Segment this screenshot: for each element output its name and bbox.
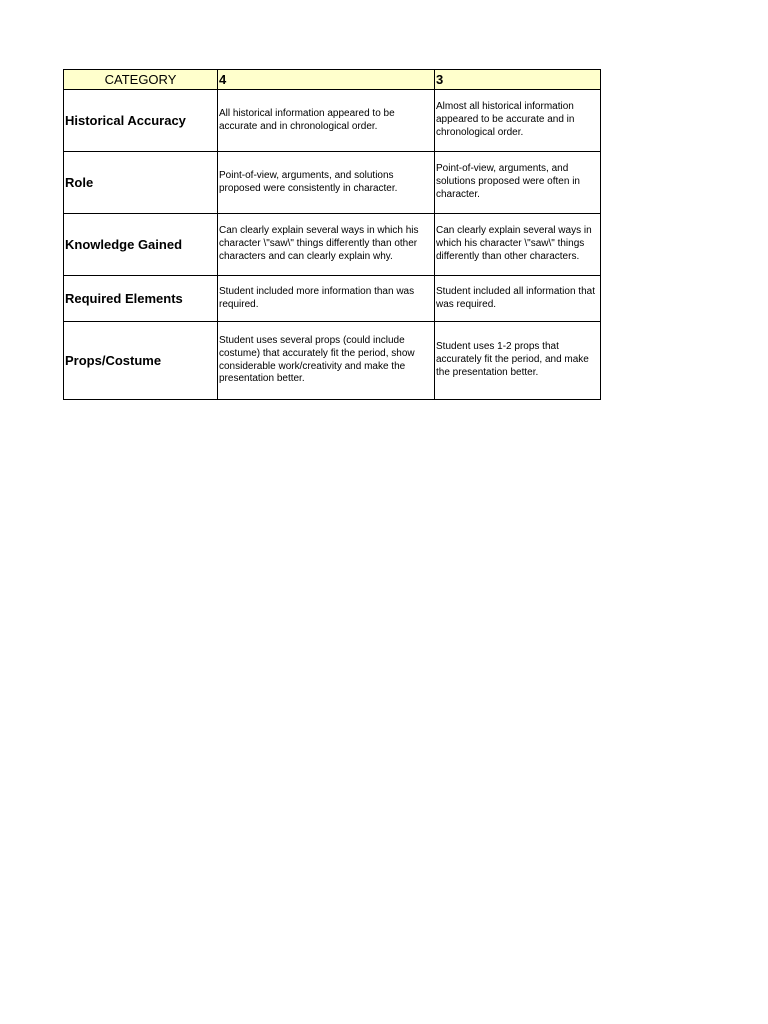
table-row — [64, 276, 601, 322]
table-row — [64, 214, 601, 276]
header-score-4: 4 — [218, 70, 435, 90]
table-row — [64, 90, 601, 152]
category-cell: Historical Accuracy — [64, 90, 218, 152]
rubric-header — [64, 70, 601, 90]
score-4-cell: Point-of-view, arguments, and solutions proposed were consistently in character. — [218, 152, 435, 214]
header-score-3: 3 — [435, 70, 601, 90]
score-3-cell: Student uses 1-2 props that accurately fit the period, and make the presentation better. — [435, 322, 601, 400]
score-3-cell: Student included all information that was required. — [435, 276, 601, 322]
table-row — [64, 322, 601, 400]
table-row — [64, 152, 601, 214]
category-cell: Required Elements — [64, 276, 218, 322]
category-cell: Knowledge Gained — [64, 214, 218, 276]
score-4-cell: Student included more information than was required. — [218, 276, 435, 322]
score-3-cell: Can clearly explain several ways in which his character \"saw\" things differently than other characters. — [435, 214, 601, 276]
category-cell: Props/Costume — [64, 322, 218, 400]
header-category: CATEGORY — [64, 70, 218, 90]
score-4-cell: Student uses several props (could include costume) that accurately fit the period, show considerable work/creativity and make the presentation better. — [218, 322, 435, 400]
score-4-cell: All historical information appeared to be accurate and in chronological order. — [218, 90, 435, 152]
rubric-table — [63, 69, 601, 400]
score-3-cell: Almost all historical information appeared to be accurate and in chronological order. — [435, 90, 601, 152]
score-3-cell: Point-of-view, arguments, and solutions proposed were often in character. — [435, 152, 601, 214]
score-4-cell: Can clearly explain several ways in which his character \"saw\" things differently than other characters and can clearly explain why. — [218, 214, 435, 276]
rubric-body — [64, 90, 601, 400]
header-row — [64, 70, 601, 90]
category-cell: Role — [64, 152, 218, 214]
